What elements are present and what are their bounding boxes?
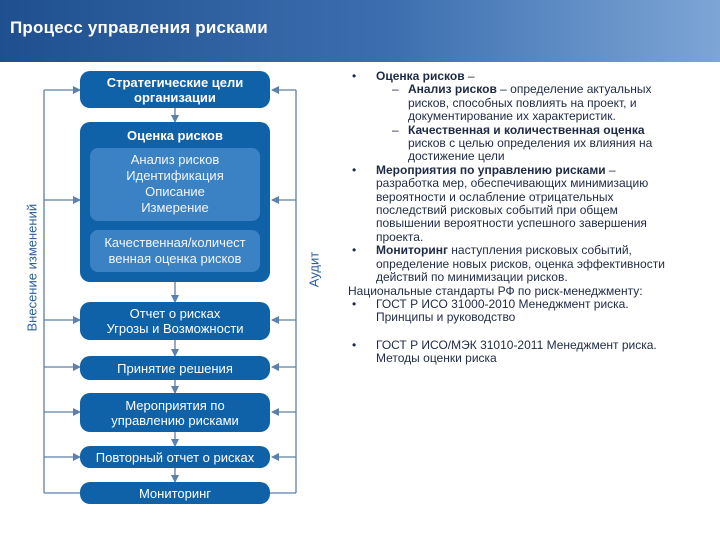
qual-quant-box: Качественная/количест венная оценка рисков [90,230,260,272]
dash-evaluation: – Качественная и количественная оценка рисков с целью определения их влияния на достижение цели [348,124,678,164]
monitoring-box: Мониторинг [80,482,270,504]
description-text [348,70,678,366]
bullet-monitoring: • Мониторинг наступления рисковых событий, определение новых рисков, оценка эффективности действий по минимизации рисков. [348,244,678,284]
risk-measures-box: Мероприятия по управлению рисками [80,393,270,432]
changes-label: Внесение изменений [24,203,40,332]
standard-item-1: • ГОСТ Р ИСО 31000-2010 Менеджмент риска. Принципы и руководство [348,298,678,325]
risk-assessment-group [80,122,270,282]
page-title: Процесс управления рисками [10,18,268,37]
bullet-measures: • Мероприятия по управлению рисками – разработка мер, обеспечивающих минимизацию вероятности и ослабление отрицательных последствий рисковых событий при общем повышении вероятности успешного завершения проекта. [348,164,678,244]
risk-analysis-title: Анализ рисков [130,152,220,167]
risk-analysis-box [90,148,260,221]
bullet-assessment: • Оценка рисков – [348,70,678,83]
repeat-report-box: Повторный отчет о рисках [80,446,270,468]
strategic-goals-box: Стратегические цели организации [80,71,270,108]
audit-label: Аудит [306,251,322,288]
risk-report-box: Отчет о рисках Угрозы и Возможности [80,302,270,340]
standard-item-2: • ГОСТ Р ИСО/МЭК 31010-2011 Менеджмент риска. Методы оценки риска [348,339,678,366]
dash-analysis: – Анализ рисков – определение актуальных рисков, способных повлиять на проект, и документирование их характеристик. [348,83,678,123]
analysis-item-description: Описание [145,184,205,199]
standards-intro: Национальные стандарты РФ по риск-менеджменту: [348,283,643,298]
risk-assessment-title: Оценка рисков [127,128,223,143]
analysis-item-measurement: Измерение [141,200,209,215]
analysis-item-identification: Идентификация [126,168,224,183]
decision-box: Принятие решения [80,356,270,380]
